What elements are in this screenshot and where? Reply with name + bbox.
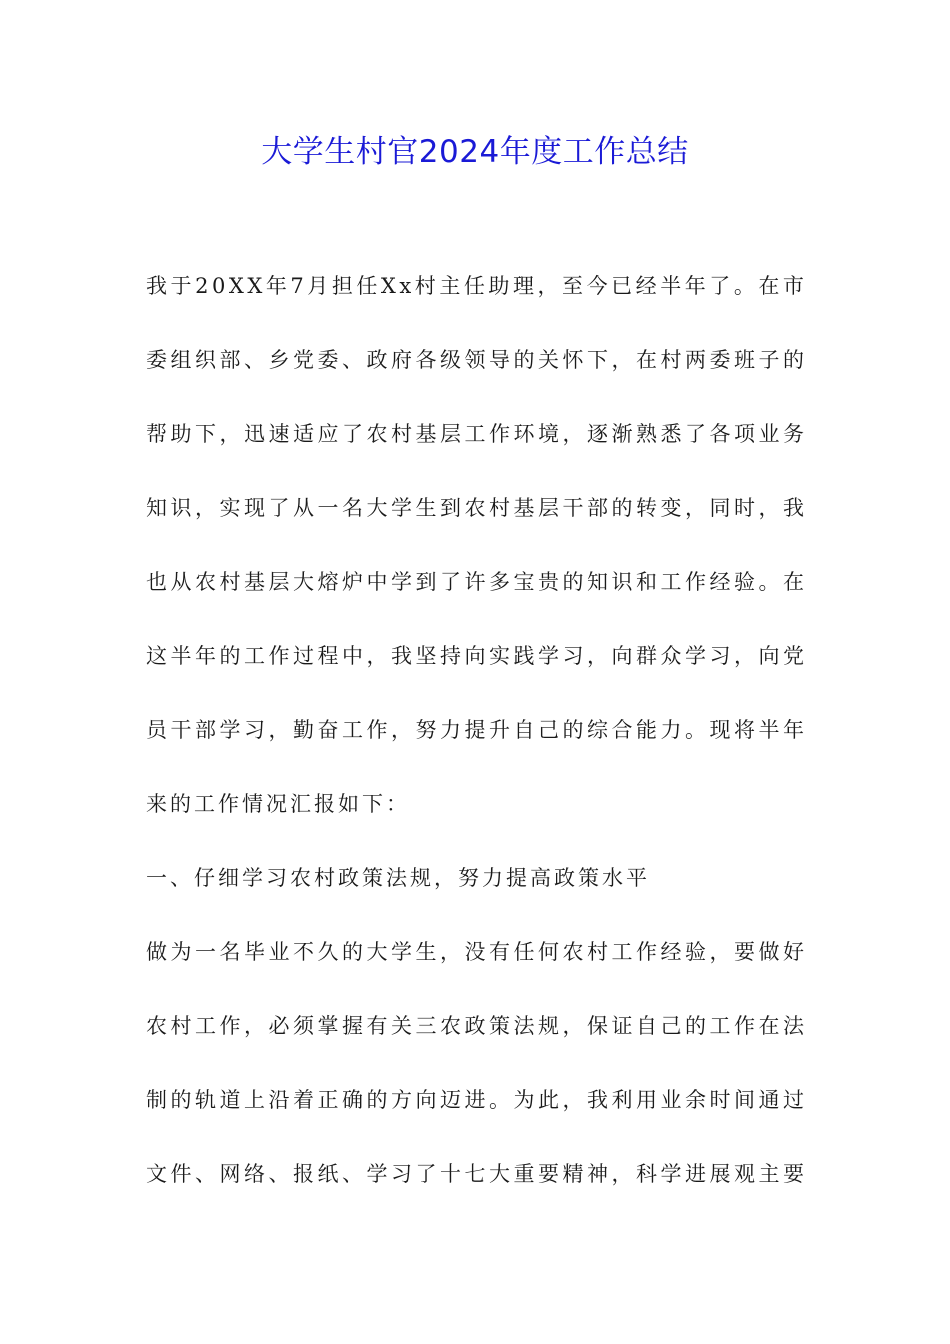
body-line: 来的工作情况汇报如下：	[146, 792, 410, 816]
section-heading: 一、仔细学习农村政策法规，努力提高政策水平	[146, 866, 650, 890]
body-line: 知识，实现了从一名大学生到农村基层干部的转变，同时，我	[146, 496, 808, 520]
body-line: 做为一名毕业不久的大学生，没有任何农村工作经验，要做好	[146, 940, 808, 964]
body-line: 委组织部、乡党委、政府各级领导的关怀下，在村两委班子的	[146, 348, 808, 372]
document-body	[146, 266, 808, 1186]
body-line: 制的轨道上沿着正确的方向迈进。为此，我利用业余时间通过	[146, 1088, 808, 1112]
body-line: 农村工作，必须掌握有关三农政策法规，保证自己的工作在法	[146, 1014, 808, 1038]
body-line: 我于20XX年7月担任Xx村主任助理，至今已经半年了。在市	[146, 274, 808, 298]
body-line: 也从农村基层大熔炉中学到了许多宝贵的知识和工作经验。在	[146, 570, 808, 594]
body-line: 帮助下，迅速适应了农村基层工作环境，逐渐熟悉了各项业务	[146, 422, 808, 446]
body-line: 文件、网络、报纸、学习了十七大重要精神，科学进展观主要	[146, 1162, 808, 1186]
document-title: 大学生村官2024年度工作总结	[261, 134, 689, 170]
body-line: 员干部学习，勤奋工作，努力提升自己的综合能力。现将半年	[146, 718, 808, 742]
body-line: 这半年的工作过程中，我坚持向实践学习，向群众学习，向党	[146, 644, 808, 668]
